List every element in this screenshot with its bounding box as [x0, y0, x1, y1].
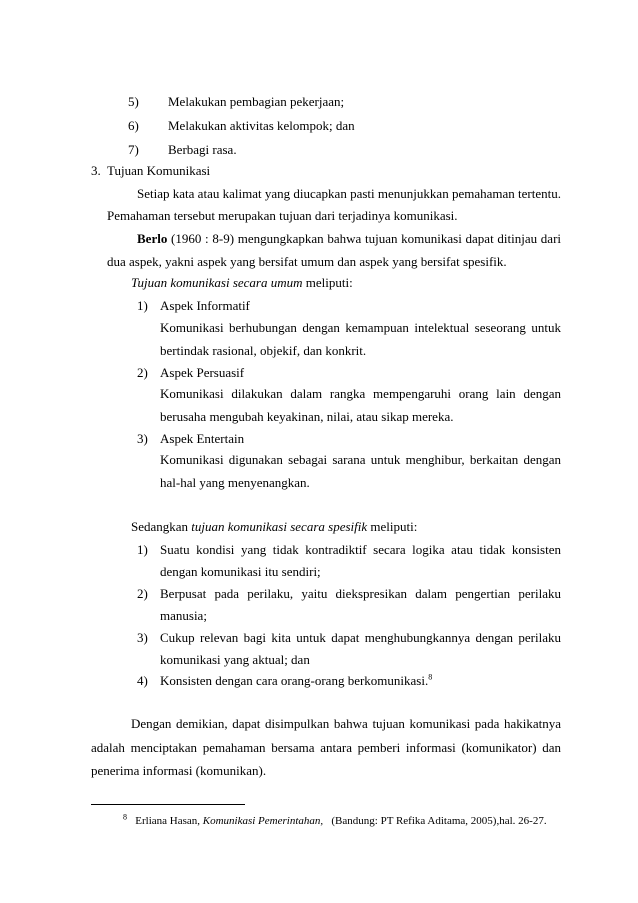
list-number: 6)	[128, 118, 139, 133]
list-item: Melakukan pembagian pekerjaan;	[168, 94, 345, 109]
list-number: 3)	[137, 431, 148, 446]
subheading: Sedangkan tujuan komunikasi secara spesifik meliputi:	[131, 519, 418, 534]
list-item: Berbagi rasa.	[168, 142, 237, 157]
list-number: 1)	[137, 542, 148, 557]
paragraph-line: Komunikasi dilakukan dalam rangka mempengaruhi orang lain dengan	[160, 386, 561, 401]
paragraph-line: Setiap kata atau kalimat yang diucapkan pasti menunjukkan pemahaman tertentu.	[137, 186, 561, 201]
list-number: 1)	[137, 298, 148, 313]
list-number: 2)	[137, 586, 148, 601]
list-number: 5)	[128, 94, 139, 109]
paragraph-line: penerima informasi (komunikan).	[91, 763, 267, 778]
paragraph-line: dengan komunikasi itu sendiri;	[160, 564, 321, 579]
paragraph-line: Berlo (1960 : 8-9) mengungkapkan bahwa tujuan komunikasi dapat ditinjau dari	[137, 231, 562, 246]
footnote-ref: 8	[428, 672, 433, 682]
paragraph-line: Suatu kondisi yang tidak kontradiktif secara logika atau tidak konsisten	[160, 542, 561, 557]
paragraph-line: komunikasi yang aktual; dan	[160, 652, 310, 667]
paragraph-line: bertindak rasional, objekif, dan konkrit.	[160, 343, 367, 358]
paragraph-line: Dengan demikian, dapat disimpulkan bahwa tujuan komunikasi pada hakikatnya	[131, 716, 561, 731]
list-number: 4)	[137, 673, 148, 688]
list-item: Melakukan aktivitas kelompok; dan	[168, 118, 355, 133]
item-title: Aspek Informatif	[160, 298, 250, 313]
subheading: Tujuan komunikasi secara umum meliputi:	[131, 275, 353, 290]
paragraph-line: Pemahaman tersebut merupakan tujuan dari terjadinya komunikasi.	[107, 208, 458, 223]
item-title: Aspek Persuasif	[160, 365, 245, 380]
paragraph-line: Komunikasi berhubungan dengan kemampuan intelektual seseorang untuk	[160, 320, 561, 335]
paragraph-line: adalah menciptakan pemahaman bersama antara pemberi informasi (komunikator) dan	[91, 740, 561, 755]
footnote-number: 8	[123, 812, 127, 822]
item-title: Aspek Entertain	[160, 431, 245, 446]
section-title: Tujuan Komunikasi	[107, 163, 211, 178]
list-number: 7)	[128, 142, 139, 157]
footnote: $^8$ Erliana Hasan, Komunikasi Pemerintahan, (Bandung: PT Refika Aditama, 2005),hal. 26-27.	[123, 812, 547, 827]
paragraph-line: berusaha mengubah keyakinan, nilai, atau sikap mereka.	[160, 409, 454, 424]
list-number: 3)	[137, 630, 148, 645]
list-number: 2)	[137, 365, 148, 380]
paragraph-line: dua aspek, yakni aspek yang bersifat umum dan aspek yang bersifat spesifik.	[107, 254, 507, 269]
footnote-divider	[91, 804, 245, 805]
author-name: Berlo	[137, 231, 168, 246]
paragraph-line: manusia;	[160, 608, 207, 623]
paragraph-line: hal-hal yang menyenangkan.	[160, 475, 310, 490]
paragraph-line: Komunikasi digunakan sebagai sarana untuk menghibur, berkaitan dengan	[160, 452, 561, 467]
section-number: 3.	[91, 163, 101, 178]
paragraph-line: Konsisten dengan cara orang-orang berkomunikasi.$^8$	[160, 672, 433, 688]
paragraph-line: Berpusat pada perilaku, yaitu diekspresikan dalam pengertian perilaku	[160, 586, 561, 601]
paragraph-line: Cukup relevan bagi kita untuk dapat menghubungkannya dengan perilaku	[160, 630, 561, 645]
